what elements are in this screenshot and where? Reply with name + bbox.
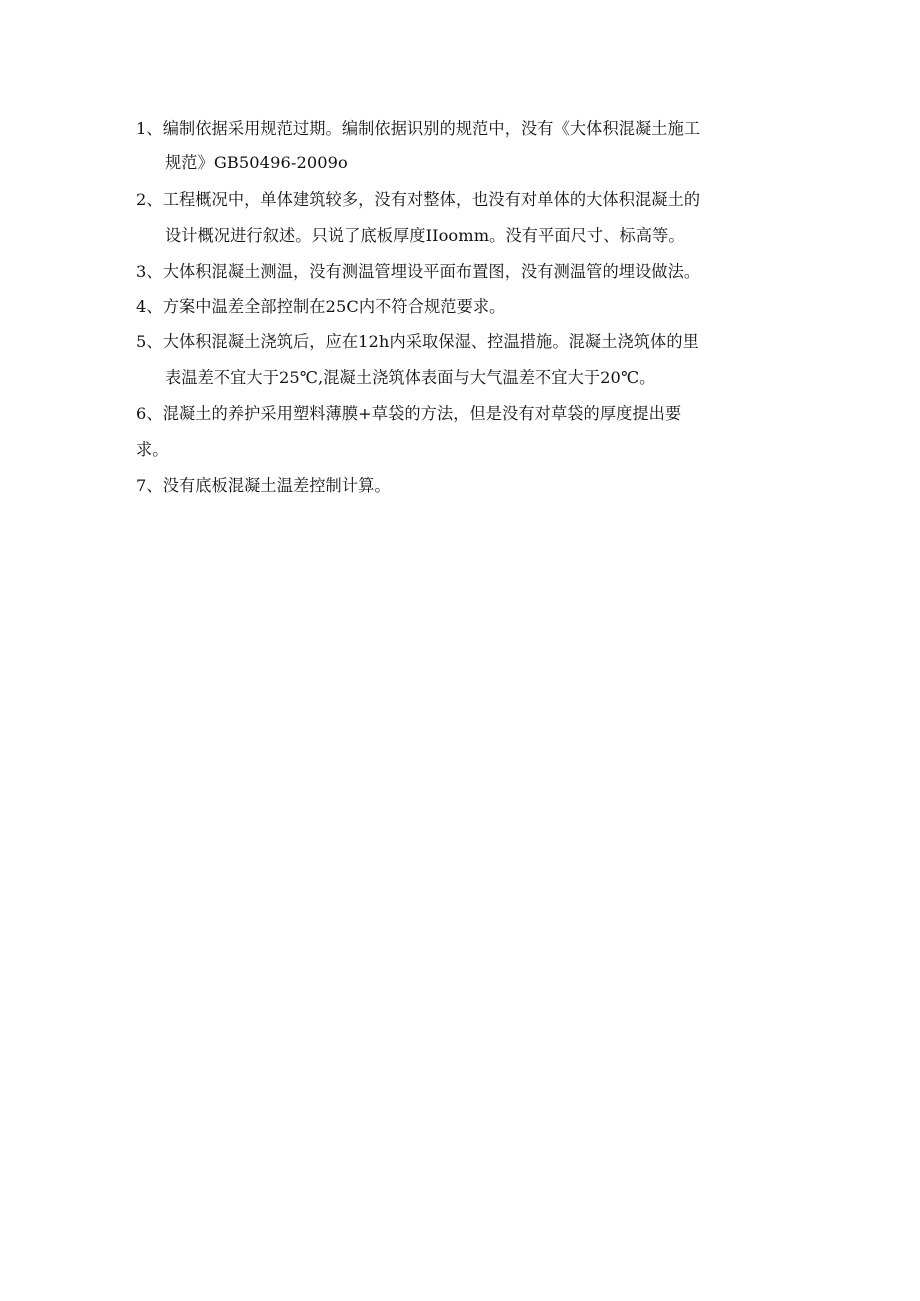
item-1-number: 1、: [136, 119, 163, 138]
item-4-text: 方案中温差全部控制在25C内不符合规范要求。: [162, 297, 506, 316]
item-2-number: 2、: [136, 190, 163, 209]
item-5-number: 5、: [136, 332, 163, 351]
item-1-text: 编制依据采用规范过期。编制依据识别的规范中，没有《大体积混凝土施工: [162, 119, 701, 138]
item-4-line-1: [136, 297, 505, 317]
item-5-line-1: [136, 332, 699, 352]
item-3-text: 大体积混凝土测温，没有测温管埋设平面布置图，没有测温管的埋设做法。: [162, 262, 701, 281]
item-2-line-2: 设计概况进行叙述。只说了底板厚度IIoomm。没有平面尺寸、标高等。: [165, 226, 685, 245]
item-4-number: 4、: [136, 297, 163, 316]
item-6-number: 6、: [136, 404, 163, 423]
item-1-line-2: 规范》GB50496-2009o: [165, 153, 348, 172]
item-6-line-1: [136, 404, 681, 424]
item-3-line-1: [136, 262, 700, 282]
item-7-number: 7、: [136, 476, 163, 495]
item-3-number: 3、: [136, 262, 163, 281]
item-1-line-1: [136, 119, 700, 139]
item-2-text: 工程概况中，单体建筑较多，没有对整体，也没有对单体的大体积混凝土的: [162, 190, 701, 209]
item-2-line-1: [136, 190, 700, 210]
item-7-line-1: [136, 476, 391, 496]
item-6-text: 混凝土的养护采用塑料薄膜+草袋的方法，但是没有对草袋的厚度提出要: [162, 404, 682, 423]
item-7-text: 没有底板混凝土温差控制计算。: [162, 476, 391, 495]
item-5-line-2: 表温差不宜大于25℃,混凝土浇筑体表面与大气温差不宜大于20℃。: [165, 368, 656, 387]
item-5-text: 大体积混凝土浇筑后，应在12h内采取保湿、控温措施。混凝土浇筑体的里: [162, 332, 699, 351]
item-6-line-2: 求。: [136, 440, 169, 459]
